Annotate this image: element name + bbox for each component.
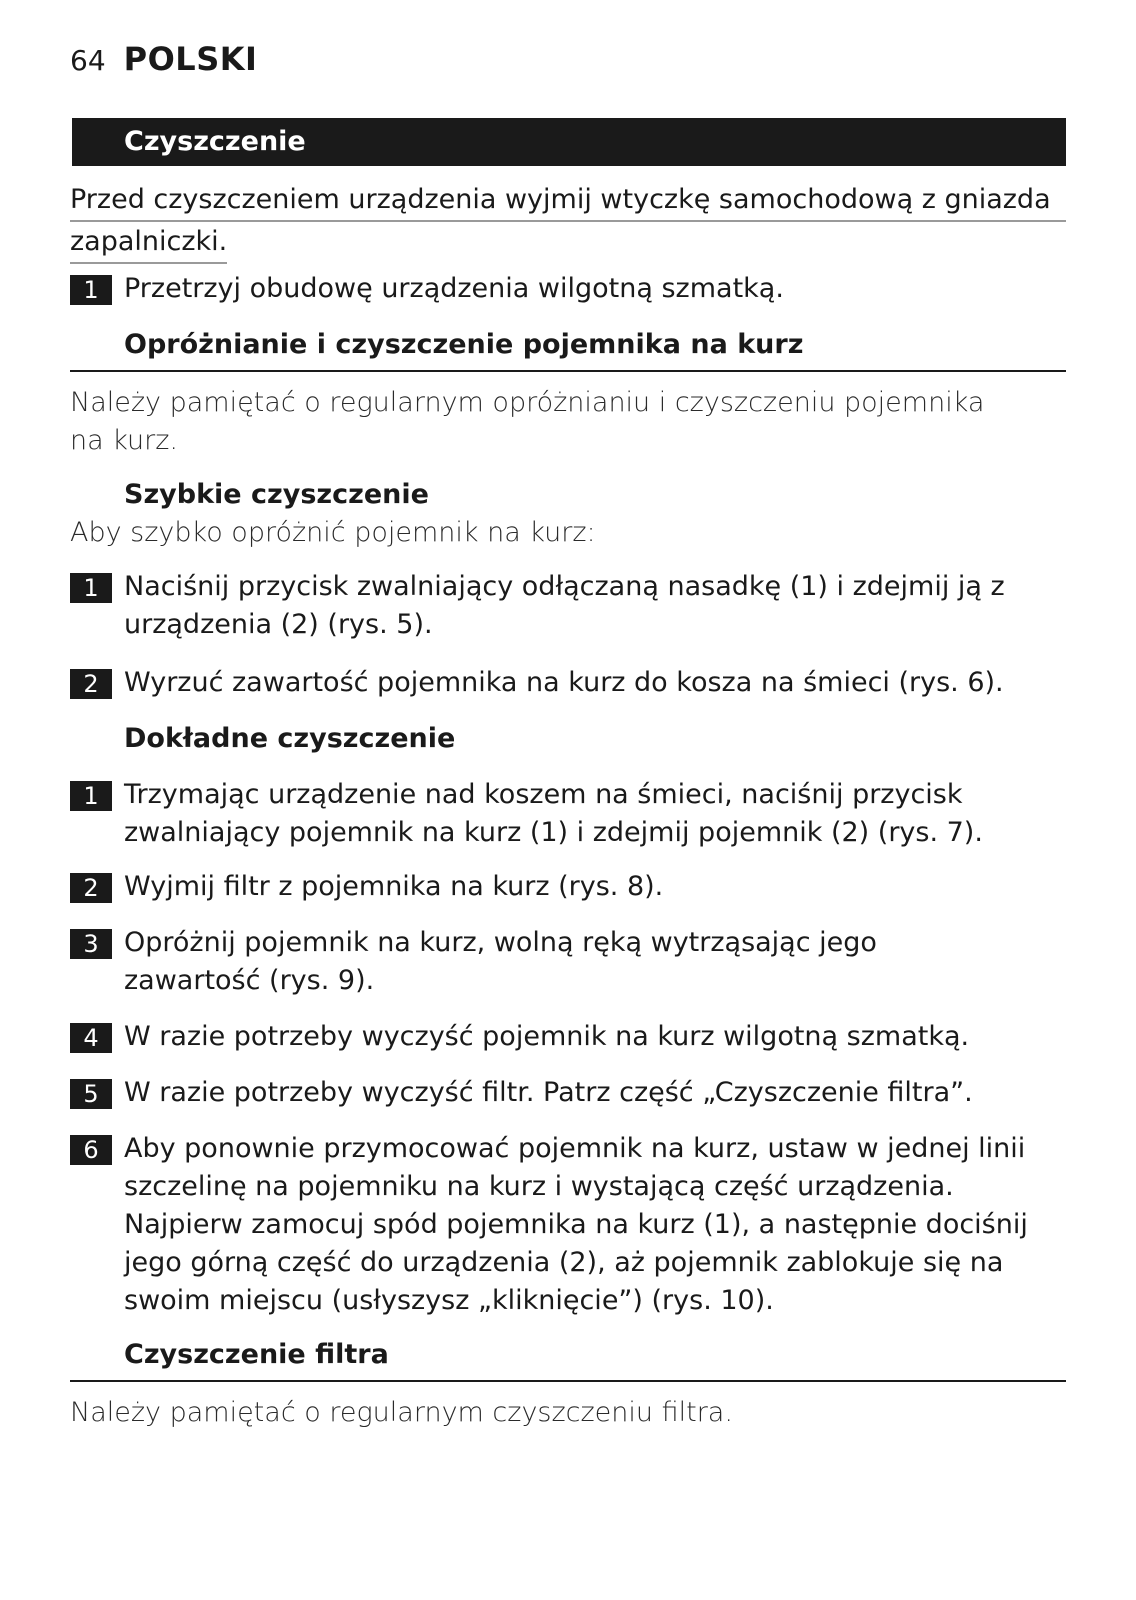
step-item [70,270,1066,308]
step-item [70,664,1066,702]
subsection-heading [70,1336,1066,1382]
paragraph: Należy pamiętać o regularnym czyszczeniu filtra. [70,1397,733,1428]
step-text: W razie potrzeby wyczyść pojemnik na kurz wilgotną szmatką. [124,1021,970,1052]
warning-text [70,180,1066,264]
paragraph: Należy pamiętać o regularnym opróżnianiu i czyszczeniu pojemnika na kurz. [70,387,985,456]
subsection-title: Szybkie czyszczenie [124,479,429,510]
step-item [70,868,1066,906]
step-number-badge: 1 [70,573,112,603]
step-text: W razie potrzeby wyczyść filtr. Patrz część „Czyszczenie filtra”. [124,1077,973,1108]
step-number-badge: 2 [70,669,112,699]
step-text: Przetrzyj obudowę urządzenia wilgotną szmatką. [124,273,784,304]
subsection-heading [70,476,1066,514]
subsection-title: Czyszczenie filtra [124,1339,389,1370]
step-text: Trzymając urządzenie nad koszem na śmieci, naciśnij przycisk zwalniający pojemnik na kurz (1) i zdejmij pojemnik (2) (rys. 7). [124,779,983,848]
step-text: Opróżnij pojemnik na kurz, wolną ręką wytrząsając jego zawartość (rys. 9). [124,927,877,996]
step-number-badge: 3 [70,929,112,959]
section-title: Czyszczenie [124,126,306,157]
warning-line: zapalniczki. [70,222,227,264]
step-item [70,1018,1066,1056]
subsection-heading [70,326,1066,372]
step-number-badge: 1 [70,275,112,305]
paragraph: Aby szybko opróżnić pojemnik na kurz: [70,517,596,548]
language-label: POLSKI [123,40,258,78]
subsection-title: Opróżnianie i czyszczenie pojemnika na kurz [124,329,804,360]
step-item [70,1130,1066,1320]
step-text: Aby ponownie przymocować pojemnik na kurz, ustaw w jednej linii szczelinę na pojemniku na kurz i wystającą część urządzenia. Najpierw zamocuj spód pojemnika na kurz (1), a następnie dociśnij jego górną część do urządzenia (2), aż pojemnik zablokuje się na swoim miejscu (usłyszysz „kliknięcie”) (rys. 10). [124,1133,1028,1316]
step-item [70,1074,1066,1112]
warning-line: Przed czyszczeniem urządzenia wyjmij wtyczkę samochodową z gniazda [70,180,1066,222]
step-number-badge: 6 [70,1135,112,1165]
step-item [70,568,1010,644]
page-number: 64 [70,44,106,77]
step-number-badge: 5 [70,1079,112,1109]
step-number-badge: 1 [70,781,112,811]
page-header [70,40,257,84]
step-number-badge: 4 [70,1023,112,1053]
step-text: Wyrzuć zawartość pojemnika na kurz do kosza na śmieci (rys. 6). [124,667,1004,698]
step-item [70,776,1030,852]
step-text: Naciśnij przycisk zwalniający odłączaną nasadkę (1) i zdejmij ją z urządzenia (2) (rys. 5). [124,571,1005,640]
step-number-badge: 2 [70,873,112,903]
subsection-heading [70,720,1066,758]
step-text: Wyjmij filtr z pojemnika na kurz (rys. 8). [124,871,664,902]
subsection-title: Dokładne czyszczenie [124,723,456,754]
step-item [70,924,970,1000]
section-title-bar [72,118,1066,166]
